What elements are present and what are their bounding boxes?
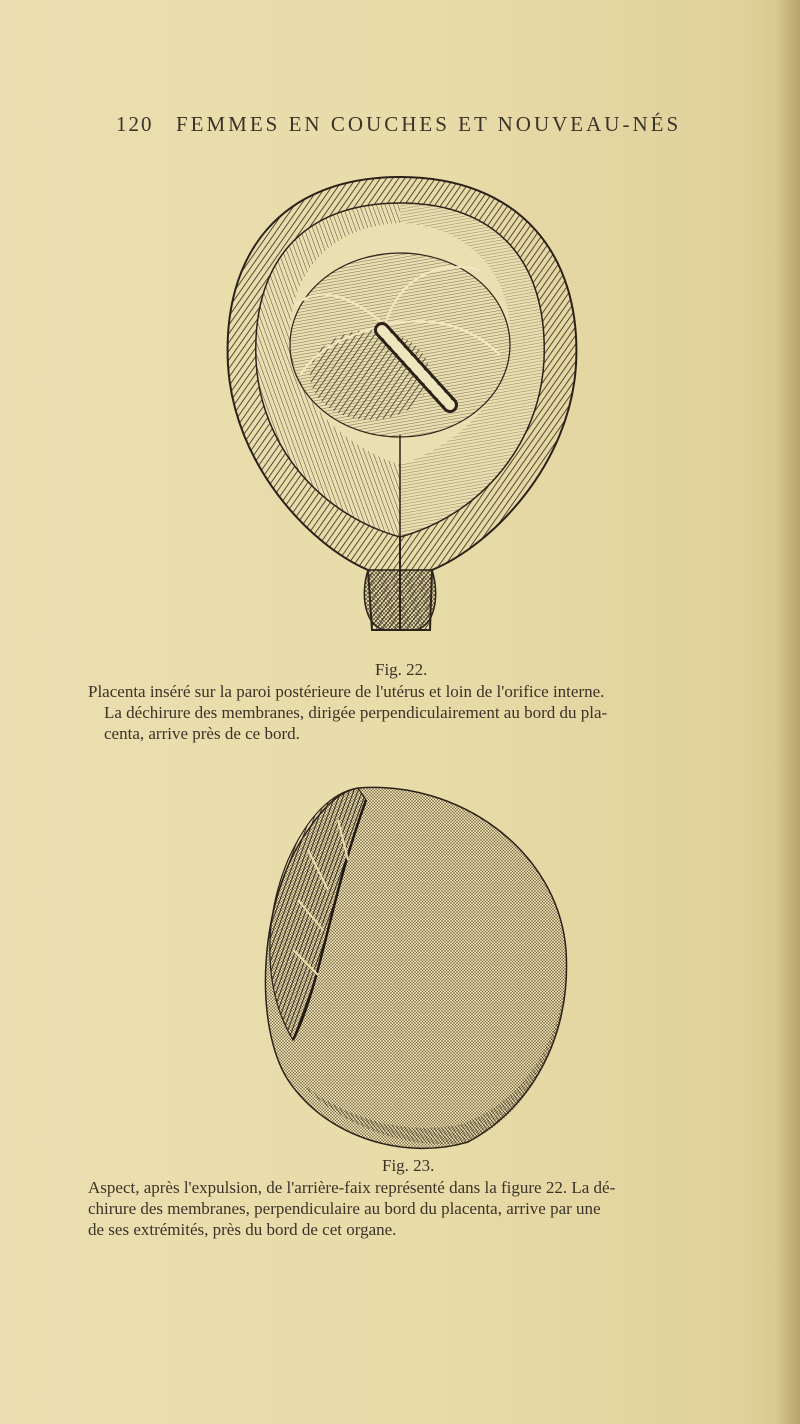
running-head [88,112,688,142]
page-edge-shadow [774,0,800,1424]
figure-23-caption-line-3: de ses extrémités, près du bord de cet organe. [88,1220,397,1239]
figure-22-caption-line-3: centa, arrive près de ce bord. [104,724,300,743]
figure-22-uterus-illustration [200,165,600,645]
page-number: 120 [116,112,154,136]
figure-22-caption-line-2: La déchirure des membranes, dirigée perpendiculairement au bord du pla- [104,703,608,722]
figure-22-label: Fig. 22. [375,660,428,679]
running-head-title: FEMMES EN COUCHES ET NOUVEAU-NÉS [176,112,682,136]
figure-23-caption-line-2: chirure des membranes, perpendiculaire au bord du placenta, arrive par une [88,1199,601,1218]
figure-23-caption-line-1: Aspect, après l'expulsion, de l'arrière-faix représenté dans la figure 22. La dé- [88,1178,616,1197]
figure-23-afterbirth-illustration [238,780,578,1160]
figure-23-label: Fig. 23. [382,1156,435,1175]
figure-22-caption-line-1: Placenta inséré sur la paroi postérieure de l'utérus et loin de l'orifice interne. [88,682,605,701]
